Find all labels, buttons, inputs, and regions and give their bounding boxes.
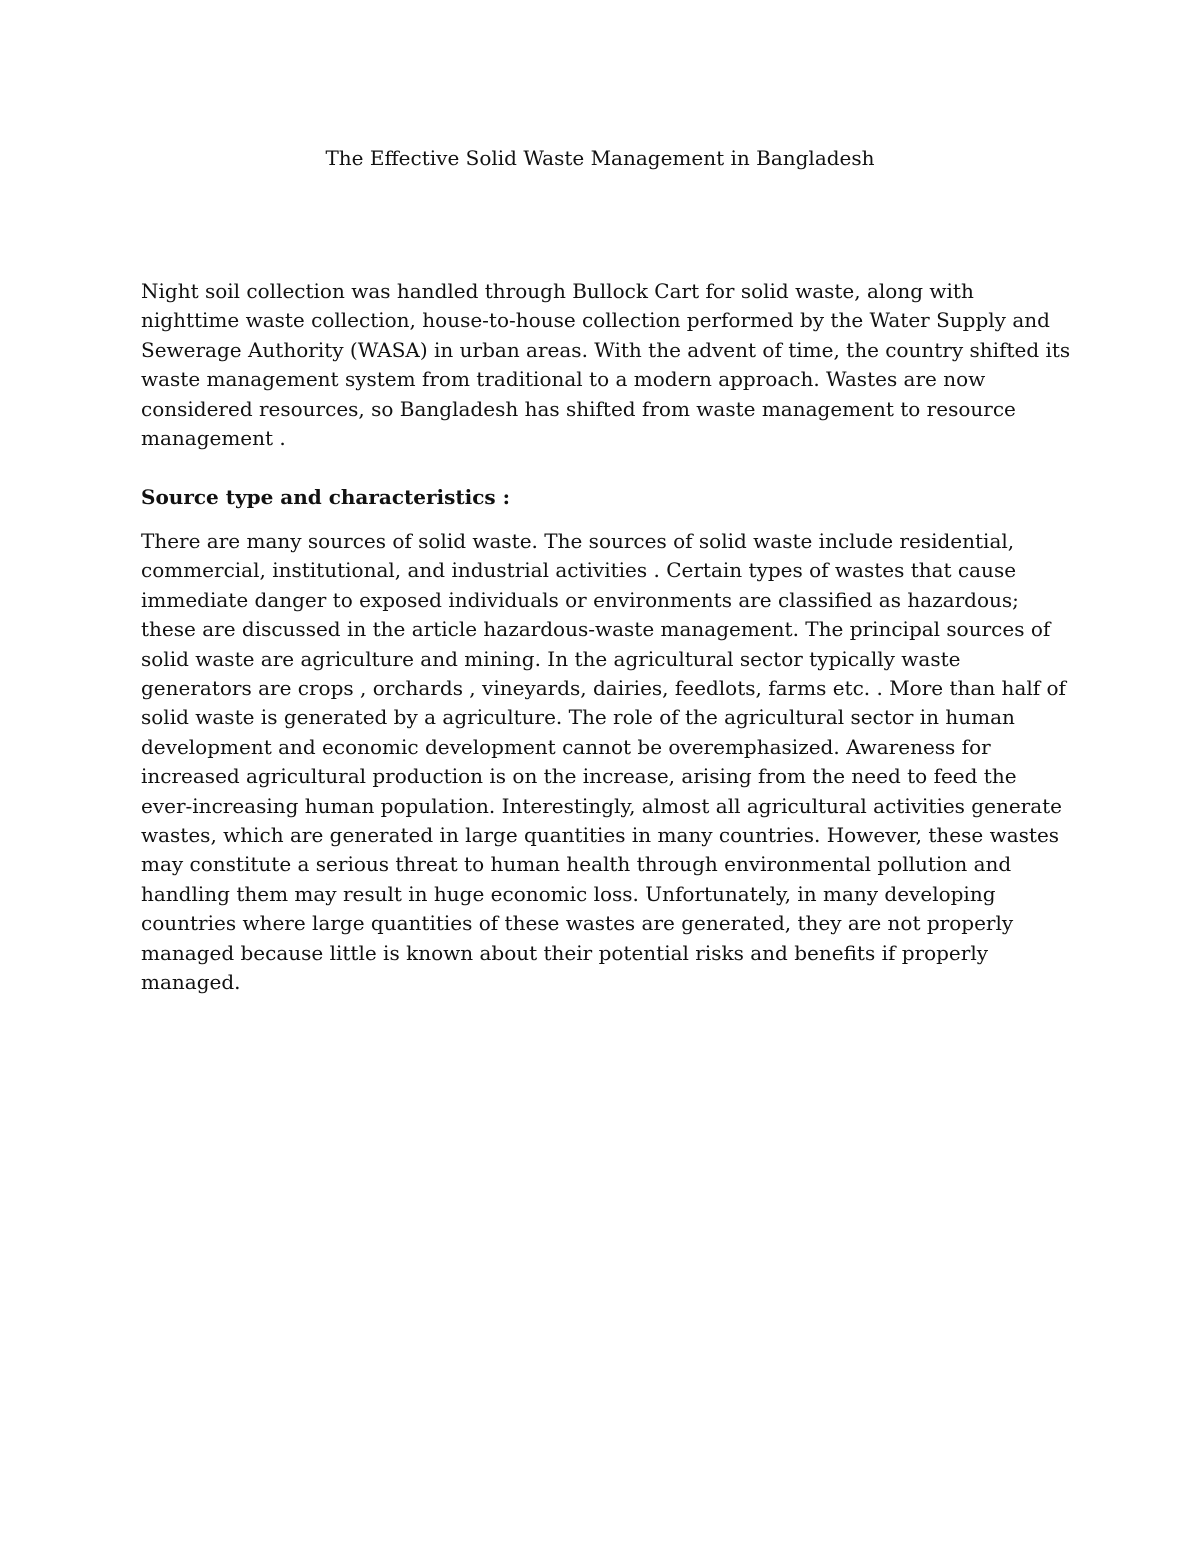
section-paragraph: There are many sources of solid waste. The sources of solid waste include residential, commercial, institutional, and industrial activities . Certain types of wastes that cause immediate danger to exposed individuals or environments are classified as hazardous; these are discussed in the article hazardous-waste management. The principal sources of solid waste are agriculture and mining. In the agricultural sector typically waste generators are crops , orchards , vineyards, dairies, feedlots, farms etc. . More than half of solid waste is generated by a agriculture. The role of the agricultural sector in human development and economic development cannot be overemphasized. Awareness for increased agricultural production is on the increase, arising from the need to feed the ever-increasing human population. Interestingly, almost all agricultural activities generate wastes, which are generated in large quantities in many countries. However, these wastes may constitute a serious threat to human health through environmental pollution and handling them may result in huge economic loss. Unfortunately, in many developing countries where large quantities of these wastes are generated, they are not properly managed because little is known about their potential risks and benefits if properly managed. [141, 529, 1066, 995]
intro-paragraph: Night soil collection was handled through Bullock Cart for solid waste, along with nighttime waste collection, house-to-house collection performed by the Water Supply and Sewerage Authority (WASA) in urban areas. With the advent of time, the country shifted its waste management system from traditional to a modern approach. Wastes are now considered resources, so Bangladesh has shifted from waste management to resource management . [141, 279, 1071, 451]
page-title: The Effective Solid Waste Management in Bangladesh [325, 146, 875, 170]
section-heading: Source type and characteristics : [141, 485, 511, 509]
